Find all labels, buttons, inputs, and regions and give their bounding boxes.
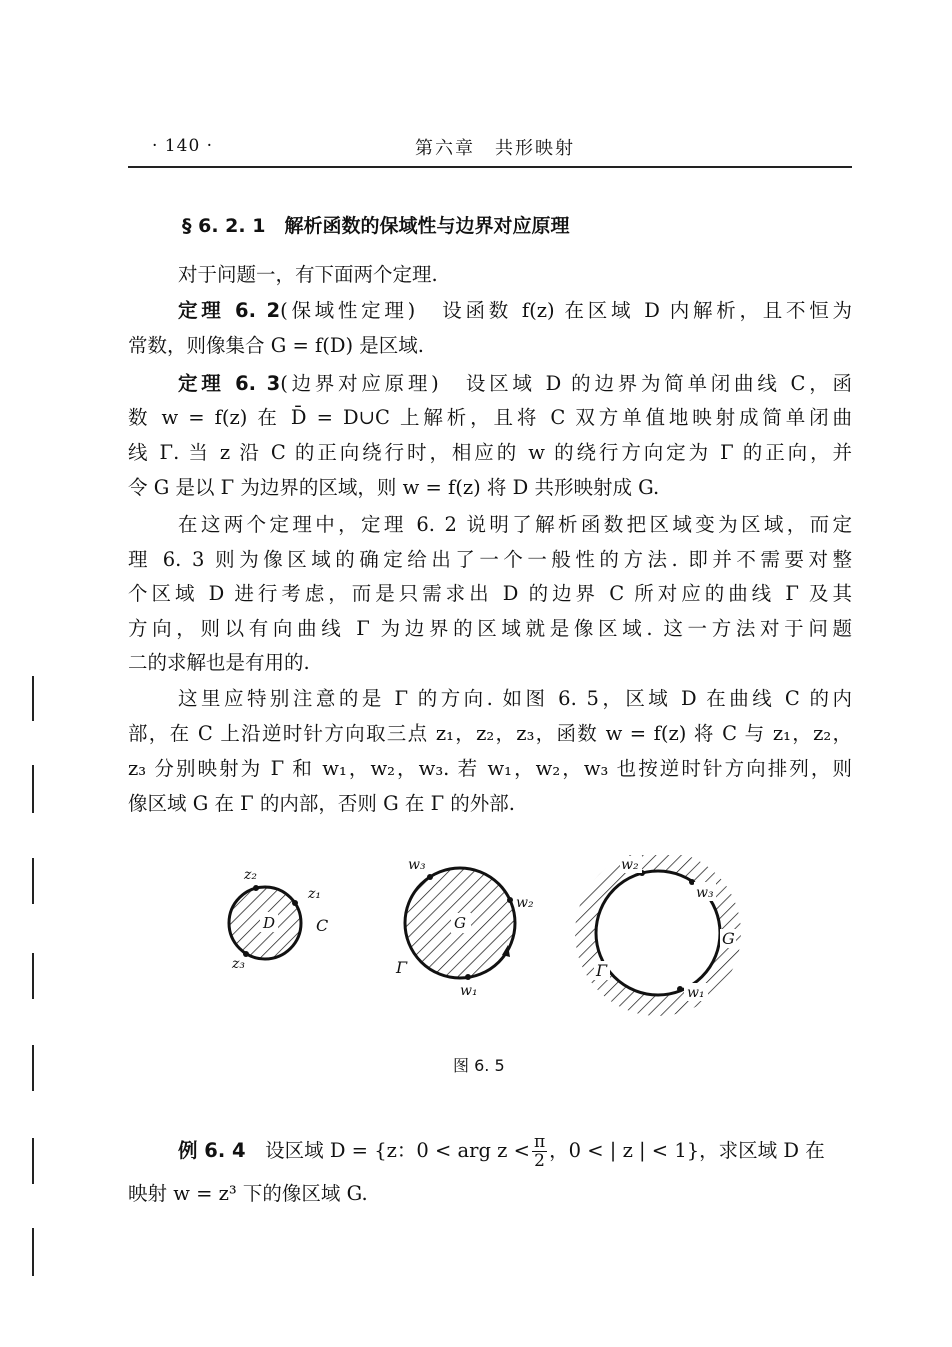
paragraph-3-line-4: 像区域 G 在 Γ 的内部，否则 G 在 Γ 的外部. [128, 792, 516, 815]
label-w2: w₂ [621, 857, 639, 873]
margin-mark [32, 765, 34, 813]
margin-mark [32, 1045, 34, 1091]
theorem-6-3-line-1 [178, 371, 852, 397]
paragraph-2-line-4: 方向，则以有向曲线 Γ 为边界的区域就是像区域. 这一方法对于问题 [128, 617, 852, 640]
diagram-middle [395, 857, 534, 999]
example-label: 例 6. 4 [178, 1139, 246, 1162]
label-z3: z₃ [232, 956, 245, 972]
diagram-right [570, 855, 770, 1025]
label-g: G [722, 929, 735, 948]
label-z1: z₁ [308, 886, 321, 902]
point-w1 [677, 986, 683, 992]
paragraph-2-line-1: 在这两个定理中，定理 6. 2 说明了解析函数把区域变为区域，而定 [178, 513, 852, 536]
point-w2 [507, 897, 513, 903]
theorem-6-2-line-2: 常数，则像集合 G = f(D) 是区域. [128, 334, 424, 357]
paragraph-3-line-2: 部，在 C 上沿逆时针方向取三点 z₁，z₂，z₃，函数 w = f(z) 将 C 与 z₁，z₂， [128, 722, 852, 745]
example-text-cont: ，0 < | z | < 1}，求区域 D 在 [549, 1139, 825, 1162]
diagram-left [229, 867, 328, 972]
margin-mark [32, 676, 34, 721]
point-w1 [465, 974, 471, 980]
label-gamma: Γ [596, 961, 608, 980]
running-head: 第六章 共形映射 [415, 138, 575, 159]
margin-mark [32, 1138, 34, 1184]
label-w3: w₃ [696, 885, 714, 901]
theorem-6-3-text: (边界对应原理) 设区域 D 的边界为简单闭曲线 C，函 [280, 372, 853, 395]
theorem-6-3-line-4: 令 G 是以 Γ 为边界的区域，则 w = f(z) 将 D 共形映射成 G. [128, 476, 660, 499]
example-6-4-line-1 [178, 1133, 852, 1170]
point-z1 [292, 900, 298, 906]
label-gamma: Γ [396, 958, 408, 977]
paragraph-intro: 对于问题一，有下面两个定理. [178, 263, 438, 286]
label-c: C [316, 916, 329, 935]
label-z2: z₂ [244, 867, 257, 883]
example-6-4-line-2: 映射 w = z³ 下的像区域 G. [128, 1182, 368, 1205]
theorem-6-2-line-1 [178, 298, 852, 324]
section-title: § 6. 2. 1 解析函数的保域性与边界对应原理 [182, 215, 570, 237]
margin-mark [32, 953, 34, 999]
page-number: · 140 · [152, 136, 214, 156]
theorem-6-3-line-2: 数 w = f(z) 在 D̄ = D∪C 上解析，且将 C 双方单值地映射成简单闭曲 [128, 406, 852, 429]
paragraph-2-line-5: 二的求解也是有用的. [128, 651, 310, 674]
paragraph-2-line-3: 个区域 D 进行考虑，而是只需求出 D 的边界 C 所对应的曲线 Γ 及其 [128, 582, 852, 605]
label-d: D [263, 914, 276, 932]
label-w3: w₃ [408, 857, 426, 873]
example-text: 设区域 D = {z：0 < arg z < [245, 1139, 530, 1162]
theorem-6-2-label: 定理 6. 2 [178, 299, 281, 322]
theorem-6-2-text: 设函数 f(z) 在区域 D 内解析，且不恒为 [415, 299, 852, 322]
point-w3 [427, 874, 433, 880]
figure-6-5 [210, 855, 770, 1025]
label-w1: w₁ [687, 985, 705, 1001]
label-w1: w₁ [460, 983, 478, 999]
paragraph-2-line-2: 理 6. 3 则为像区域的确定给出了一个一般性的方法. 即并不需要对整 [128, 548, 852, 571]
label-w2: w₂ [516, 895, 534, 911]
figure-caption: 图 6. 5 [453, 1056, 505, 1075]
fraction-pi-over-2 [532, 1133, 547, 1170]
paragraph-3-line-1: 这里应特别注意的是 Γ 的方向. 如图 6. 5，区域 D 在曲线 C 的内 [178, 687, 852, 710]
theorem-6-3-label: 定理 6. 3 [178, 372, 281, 395]
theorem-6-2-name: (保域性定理) [280, 299, 416, 322]
paragraph-3-line-3: z₃ 分别映射为 Γ 和 w₁，w₂，w₃. 若 w₁，w₂，w₃ 也按逆时针方向排列，则 [128, 757, 852, 780]
point-z2 [253, 885, 259, 891]
theorem-6-3-line-3: 线 Γ. 当 z 沿 C 的正向绕行时，相应的 w 的绕行方向定为 Γ 的正向，并 [128, 441, 852, 464]
margin-mark [32, 858, 34, 904]
fraction-numerator: π [533, 1132, 546, 1152]
label-g: G [454, 914, 466, 932]
margin-mark [32, 1228, 34, 1276]
header-rule [128, 166, 852, 168]
fraction-denominator: 2 [534, 1151, 545, 1171]
